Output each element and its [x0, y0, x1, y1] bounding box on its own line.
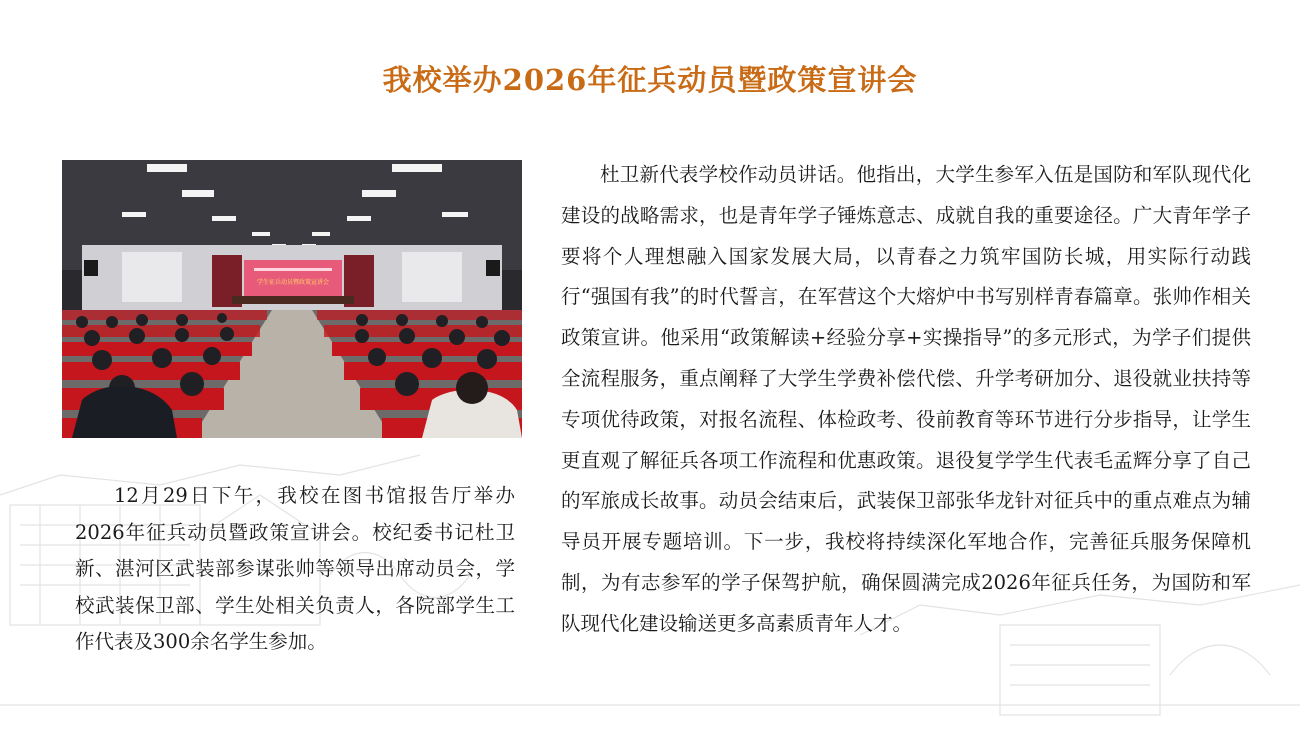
screen-banner-text: 学生征兵动员暨政策宣讲会 — [256, 279, 330, 286]
meeting-photo — [62, 160, 522, 438]
intro-paragraph: 12月29日下午，我校在图书馆报告厅举办2026年征兵动员暨政策宣讲会。校纪委书记杜卫新、湛河区武装部参谋张帅等领导出席动员会，学校武装保卫部、学生处相关负责人，各院部学生工作代表及300余名学生参加。 — [75, 484, 515, 653]
article-title: 我校举办2026年征兵动员暨政策宣讲会 — [382, 63, 918, 97]
body-paragraph: 杜卫新代表学校作动员讲话。他指出，大学生参军入伍是国防和军队现代化建设的战略需求，也是青年学子锤炼意志、成就自我的重要途径。广大青年学子要将个人理想融入国家发展大局，以青春之力筑牢国防长城，用实际行动践行“强国有我”的时代誓言，在军营这个大熔炉中书写别样青春篇章。张帅作相关政策宣讲。他采用“政策解读+经验分享+实操指导”的多元形式，为学子们提供全流程服务，重点阐释了大学生学费补偿代偿、升学考研加分、退役就业扶持等专项优待政策，对报名流程、体检政考、役前教育等环节进行分步指导，让学生更直观了解征兵各项工作流程和优惠政策。退役复学学生代表毛孟辉分享了自己的军旅成长故事。动员会结束后，武装保卫部张华龙针对征兵中的重点难点为辅导员开展专题培训。下一步，我校将持续深化军地合作，完善征兵服务保障机制，为有志参军的学子保驾护航，确保圆满完成2026年征兵任务，为国防和军队现代化建设输送更多高素质青年人才。 — [561, 163, 1251, 635]
